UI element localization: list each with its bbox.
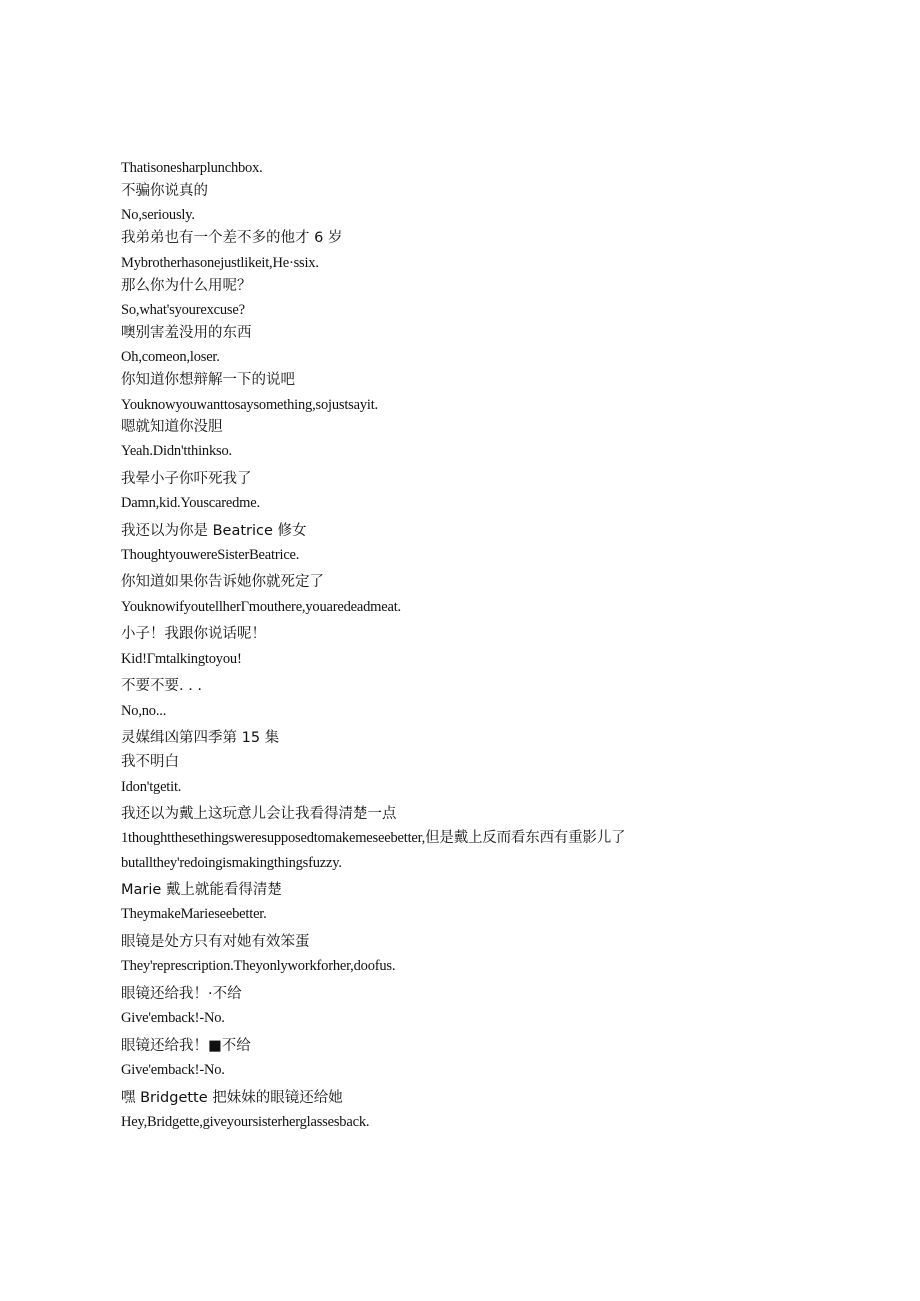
subtitle-line: Thatisonesharplunchbox. [121,160,263,176]
subtitle-line: 我不明白 [121,754,179,770]
subtitle-line: Give'emback!-No. [121,1062,225,1078]
subtitle-line: 你知道你想辩解一下的说吧 [121,372,295,388]
subtitle-line: 小子！我跟你说话呢！ [121,626,266,642]
subtitle-line: Idon'tgetit. [121,779,182,795]
subtitle-line: TheymakeMarieseebetter. [121,906,267,922]
subtitle-line: 1thoughtthesethingsweresupposedtomakemeseebetter,但是戴上反而看东西有重影儿了 [121,830,626,846]
subtitle-line: 眼镜是处方只有对她有效笨蛋 [121,934,310,950]
subtitle-line: Kid!Γmtalkingtoyou! [121,651,242,667]
subtitle-line: 我弟弟也有一个差不多的他才 6 岁 [121,230,343,246]
subtitle-line: No,no... [121,703,167,719]
subtitle-line: YouknowifyoutellherΓmouthere,youaredeadmeat. [121,599,401,615]
subtitle-line: So,what'syourexcuse? [121,302,245,318]
subtitle-line: 嗯就知道你没胆 [121,419,223,435]
episode-heading: 灵媒缉凶第四季第 15 集 [121,730,280,746]
subtitle-line: 你知道如果你告诉她你就死定了 [121,574,324,590]
subtitle-line: ThoughtyouwereSisterBeatrice. [121,547,300,563]
subtitle-line: No,seriously. [121,207,195,223]
subtitle-line: 我晕小子你吓死我了 [121,471,252,487]
subtitle-line: They'represcription.Theyonlyworkforher,doofus. [121,958,396,974]
subtitle-line: Oh,comeon,loser. [121,349,220,365]
subtitle-line: 眼镜还给我！■不给 [121,1038,251,1054]
subtitle-line: 眼镜还给我！·不给 [121,986,242,1002]
subtitle-line: 噢别害羞没用的东西 [121,325,252,341]
subtitle-line: 那么你为什么用呢？ [121,278,252,294]
subtitle-line: Marie 戴上就能看得清楚 [121,882,282,898]
subtitle-line: butallthey'redoingismakingthingsfuzzy. [121,855,342,871]
subtitle-line: Mybrotherhasonejustlikeit,He·ssix. [121,255,319,271]
subtitle-line: Yeah.Didn'tthinkso. [121,443,232,459]
subtitle-line: 不骗你说真的 [121,183,208,199]
subtitle-line: Youknowyouwanttosaysomething,sojustsayit. [121,397,378,413]
subtitle-line: 不要不要. . . [121,678,203,694]
subtitle-line: Damn,kid.Youscaredme. [121,495,260,511]
subtitle-line: 嘿 Bridgette 把妹妹的眼镜还给她 [121,1090,343,1106]
subtitle-line: 我还以为戴上这玩意儿会让我看得清楚一点 [121,806,397,822]
subtitle-line: Hey,Bridgette,giveyoursisterherglassesback. [121,1114,370,1130]
subtitle-line: 我还以为你是 Beatrice 修女 [121,523,307,539]
subtitle-line: Give'emback!-No. [121,1010,225,1026]
